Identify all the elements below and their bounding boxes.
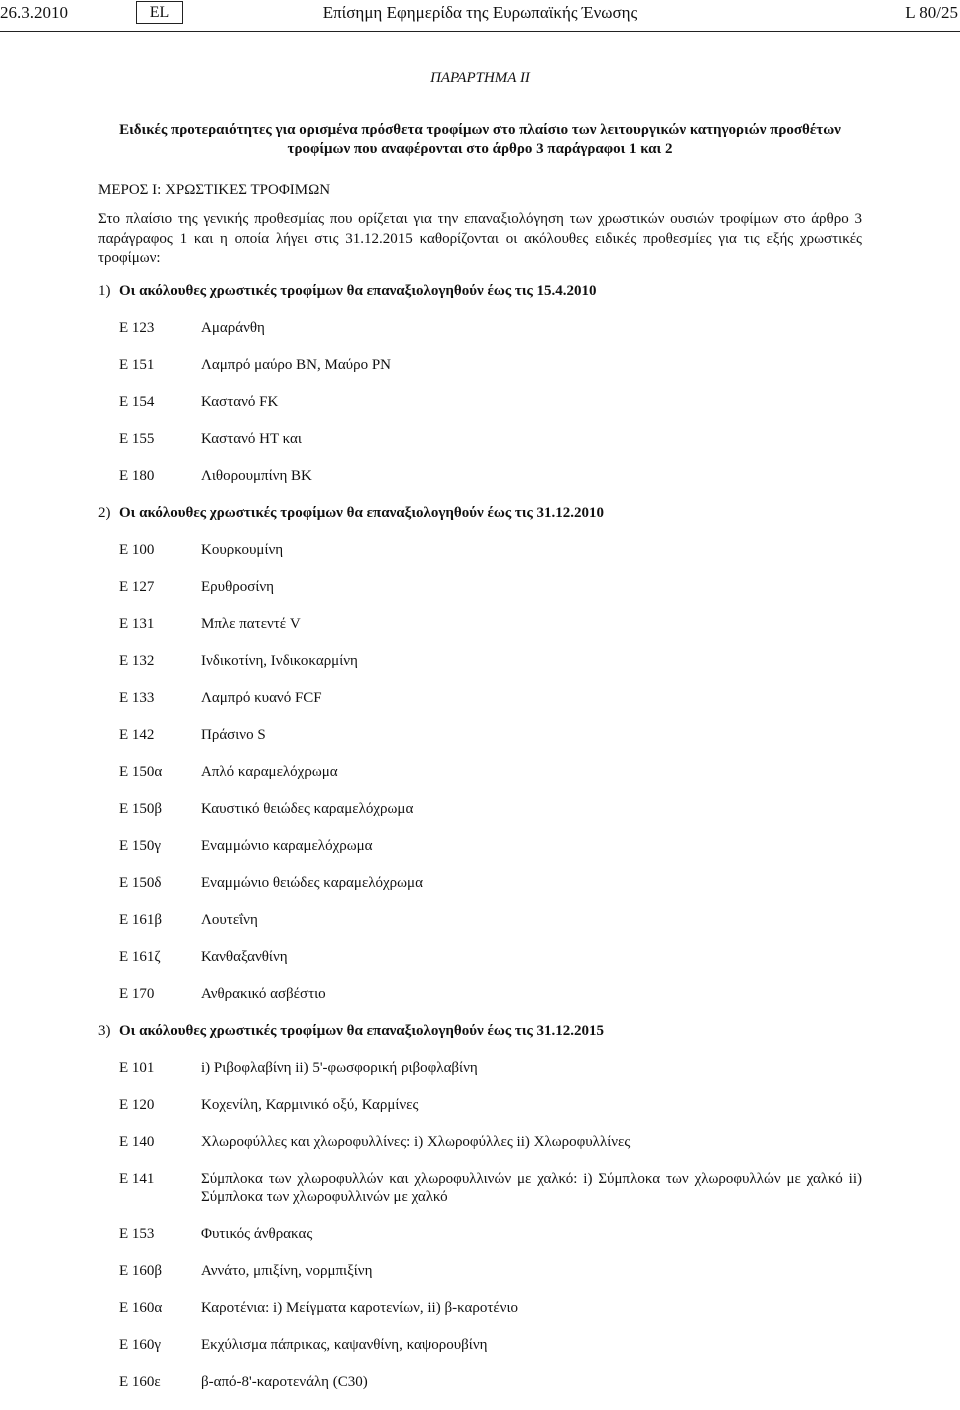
deadline-sections	[98, 282, 862, 1410]
section-number: 2)	[98, 505, 111, 521]
colour-item	[98, 1170, 862, 1206]
colour-name: Ανθρακικό ασβέστιο	[201, 986, 326, 1002]
deadline-section	[98, 1022, 862, 1391]
colour-name: Χλωροφύλλες και χλωροφυλλίνες: i) Χλωροφύλλες ii) Χλωροφυλλίνες	[201, 1134, 631, 1150]
colour-item	[98, 985, 862, 1003]
colour-item	[98, 689, 862, 707]
section-heading	[98, 282, 862, 300]
e-number: E 160β	[119, 1263, 163, 1279]
colour-name: Αννάτο, μπιξίνη, νορμπιξίνη	[201, 1263, 373, 1279]
e-number: E 160γ	[119, 1337, 162, 1353]
e-number: E 132	[119, 653, 155, 669]
colour-item	[98, 1059, 862, 1077]
e-number: E 160α	[119, 1300, 163, 1316]
e-number: E 150δ	[119, 875, 162, 891]
colour-item	[98, 1133, 862, 1151]
colour-name: Καστανό HT και	[201, 431, 302, 447]
colour-name: Λιθορουμπίνη BK	[201, 468, 312, 484]
colour-item	[98, 615, 862, 633]
e-number: E 120	[119, 1097, 155, 1113]
intro-paragraph: Στο πλαίσιο της γενικής προθεσμίας που ορίζεται για την επαναξιολόγηση των χρωστικών ουσιών τροφίμων στο άρθρο 3 παράγραφος 1 και η οποία λήγει στις 31.12.2015 καθορίζονται οι ακόλουθες ειδικές προθεσμίες για τις εξής χρωστικές τροφίμων:	[98, 211, 862, 266]
colour-item	[98, 652, 862, 670]
e-number: E 154	[119, 394, 155, 410]
colour-item	[98, 948, 862, 966]
annex-title: ΠΑΡΑΡΤΗΜΑ II	[430, 70, 530, 86]
colour-name: Λαμπρό μαύρο BN, Μαύρο PN	[201, 357, 392, 373]
colour-name: Απλό καραμελόχρωμα	[201, 764, 338, 780]
deadline-section	[98, 282, 862, 485]
document-title: Ειδικές προτεραιότητες για ορισμένα πρόσθετα τροφίμων στο πλαίσιο των λειτουργικών κατηγοριών προσθέτων τροφίμων που αναφέρονται στο άρθρο 3 παράγραφοι 1 και 2	[119, 122, 841, 157]
colour-item	[98, 430, 862, 448]
e-number: E 153	[119, 1226, 155, 1242]
section-number: 1)	[98, 283, 111, 299]
section-heading-text: Οι ακόλουθες χρωστικές τροφίμων θα επαναξιολογηθούν έως τις 31.12.2010	[119, 505, 605, 521]
deadline-section	[98, 504, 862, 1003]
colour-name: Εναμμώνιο θειώδες καραμελόχρωμα	[201, 875, 423, 891]
colour-item	[98, 1262, 862, 1280]
e-number: E 151	[119, 357, 155, 373]
colour-name: Ινδικοτίνη, Ινδικοκαρμίνη	[201, 653, 358, 669]
e-number: E 150γ	[119, 838, 162, 854]
colour-item	[98, 393, 862, 411]
e-number: E 161ζ	[119, 949, 161, 965]
section-number: 3)	[98, 1023, 111, 1039]
colour-name: Καυστικό θειώδες καραμελόχρωμα	[201, 801, 414, 817]
e-number: E 100	[119, 542, 155, 558]
section-heading	[98, 504, 862, 522]
colour-item	[98, 837, 862, 855]
colour-name: Σύμπλοκα των χλωροφυλλών και χλωροφυλλινών με χαλκό: i) Σύμπλοκα των χλωροφυλλών με χαλκό ii) Σύμπλοκα των χλωροφυλλινών με χαλκό	[201, 1171, 862, 1205]
colour-name: Μπλε πατεντέ V	[201, 616, 301, 632]
e-number: E 141	[119, 1171, 155, 1187]
e-number: E 170	[119, 986, 155, 1002]
colour-name: Λουτεΐνη	[201, 912, 258, 928]
publication-date: 26.3.2010	[0, 3, 68, 22]
e-number: E 127	[119, 579, 155, 595]
e-number: E 150α	[119, 764, 163, 780]
e-number: E 101	[119, 1060, 155, 1076]
e-number: E 150β	[119, 801, 163, 817]
colour-item	[98, 763, 862, 781]
journal-title: Επίσημη Εφημερίδα της Ευρωπαϊκής Ένωσης	[322, 3, 638, 22]
e-number: E 133	[119, 690, 155, 706]
e-number: E 180	[119, 468, 155, 484]
colour-name: Κουρκουμίνη	[201, 542, 284, 558]
colour-name: Καροτένια: i) Μείγματα καροτενίων, ii) β-καροτένιο	[201, 1300, 518, 1316]
colour-item	[98, 1373, 862, 1391]
colour-item	[98, 541, 862, 559]
colour-name: Καστανό FK	[201, 394, 279, 410]
colour-item	[98, 874, 862, 892]
e-number: E 123	[119, 320, 155, 336]
colour-name: Εναμμώνιο καραμελόχρωμα	[201, 838, 373, 854]
colour-item	[98, 1299, 862, 1317]
colour-name: Πράσινο S	[201, 727, 266, 743]
colour-name: Κανθαξανθίνη	[201, 949, 288, 965]
colour-name: Φυτικός άνθρακας	[201, 1226, 313, 1242]
e-number: E 160ε	[119, 1374, 161, 1390]
colour-item	[98, 467, 862, 485]
journal-header	[0, 0, 960, 32]
colour-item	[98, 1225, 862, 1243]
colour-item	[98, 911, 862, 929]
e-number: E 131	[119, 616, 155, 632]
colour-item	[98, 800, 862, 818]
colour-item	[98, 1096, 862, 1114]
section-heading-text: Οι ακόλουθες χρωστικές τροφίμων θα επαναξιολογηθούν έως τις 15.4.2010	[119, 283, 597, 299]
colour-name: Λαμπρό κυανό FCF	[201, 690, 322, 706]
e-number: E 155	[119, 431, 155, 447]
colour-item	[98, 1336, 862, 1354]
colour-name: Αμαράνθη	[201, 320, 265, 336]
colour-item	[98, 319, 862, 337]
section-heading	[98, 1022, 862, 1040]
section-heading-text: Οι ακόλουθες χρωστικές τροφίμων θα επαναξιολογηθούν έως τις 31.12.2015	[119, 1023, 605, 1039]
part-title: ΜΕΡΟΣ I: ΧΡΩΣΤΙΚΕΣ ΤΡΟΦΙΜΩΝ	[98, 182, 331, 198]
colour-name: Εκχύλισμα πάπρικας, καψανθίνη, καψορουβίνη	[201, 1337, 488, 1353]
language-badge: EL	[136, 1, 183, 24]
colour-name: i) Ριβοφλαβίνη ii) 5'-φωσφορική ριβοφλαβίνη	[201, 1060, 478, 1076]
colour-name: Ερυθροσίνη	[201, 579, 274, 595]
colour-name: Κοχενίλη, Καρμινικό οξύ, Καρμίνες	[201, 1097, 419, 1113]
colour-item	[98, 356, 862, 374]
e-number: E 142	[119, 727, 155, 743]
colour-item	[98, 578, 862, 596]
colour-name: β-από-8'-καροτενάλη (C30)	[201, 1374, 368, 1390]
e-number: E 140	[119, 1134, 155, 1150]
e-number: E 161β	[119, 912, 163, 928]
page-reference: L 80/25	[905, 3, 958, 22]
colour-item	[98, 726, 862, 744]
